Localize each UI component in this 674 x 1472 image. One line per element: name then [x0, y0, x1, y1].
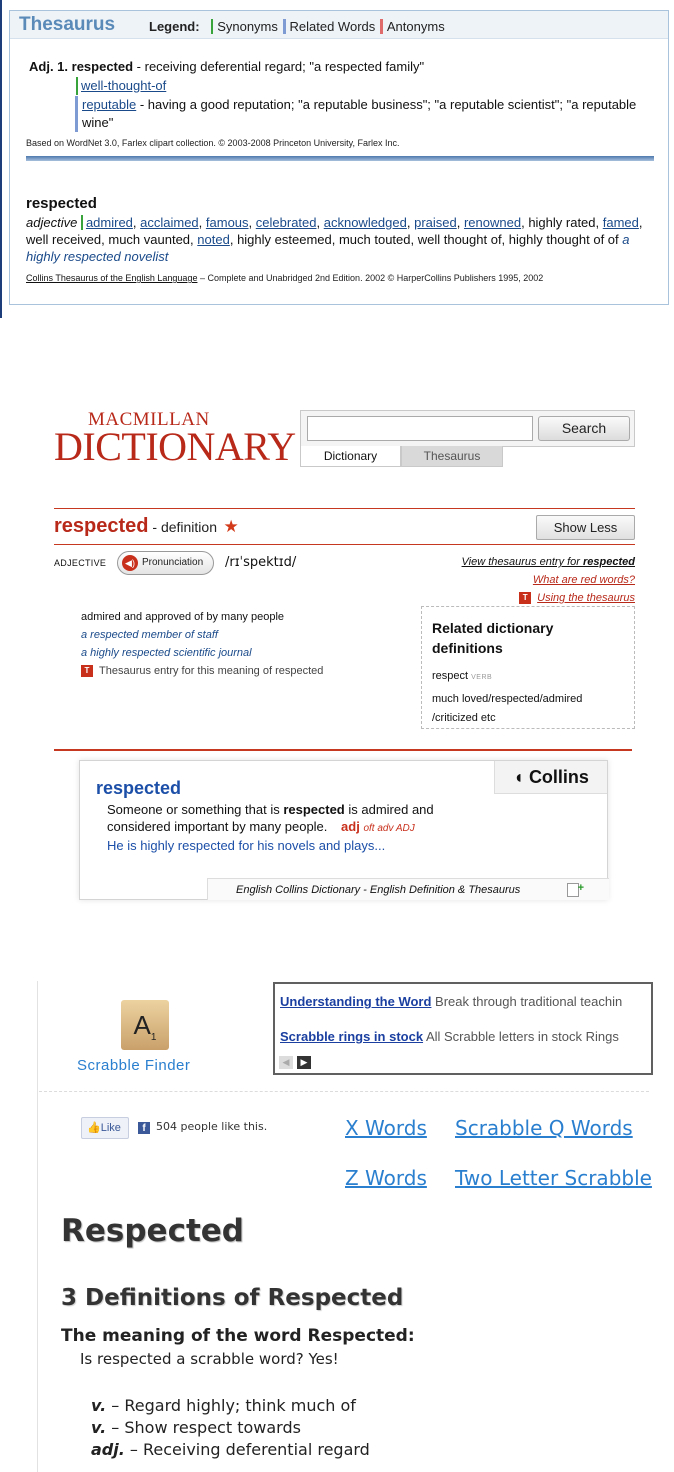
search-box — [300, 410, 635, 447]
logo-small-text: MACMILLAN — [88, 409, 210, 430]
legend-related-words: Related Words — [283, 19, 376, 34]
grammar-note: oft adv ADJ — [363, 823, 415, 834]
divider — [54, 749, 632, 751]
collins-footer — [207, 878, 609, 900]
part-of-speech: ADJECTIVE — [54, 558, 107, 568]
synonym-link[interactable]: famous — [205, 215, 249, 230]
synonym-link[interactable]: famed — [602, 215, 639, 230]
related-word-gloss: - having a good reputation; "a reputable business"; "a reputable scientist"; "a reputable wine" — [82, 97, 637, 130]
collins-footer-text: English Collins Dictionary - English Definition & Thesaurus — [236, 884, 521, 896]
synonym-link[interactable]: admired — [85, 215, 133, 230]
view-thesaurus-prefix: View thesaurus entry for — [461, 556, 584, 568]
speaker-icon: ◀) — [122, 555, 138, 571]
collins-synonym-list: adjective admired, acclaimed, famous, celebrated, acknowledged, praised, renowned, highly rated, famed, well received, much vaunted, noted, highly esteemed, much touted, well thought of, highly thought of of a highly respected novelist — [26, 215, 643, 264]
pronunciation-label: Pronunciation — [142, 557, 204, 568]
sense-number: Adj. 1. — [29, 59, 69, 74]
scrabble-tile-icon[interactable] — [121, 1000, 169, 1050]
like-button[interactable] — [81, 1117, 129, 1139]
synonym-link[interactable]: acclaimed — [140, 215, 199, 230]
divider — [39, 1091, 649, 1092]
z-words-link[interactable]: Z Words — [345, 1166, 427, 1190]
collins-definition — [107, 801, 487, 854]
example-sentence: a respected member of staff — [81, 629, 218, 641]
scrabble-q-words-link[interactable]: Scrabble Q Words — [455, 1116, 633, 1140]
collins-logo-icon: ◖ — [513, 767, 524, 787]
tile-score: 1 — [150, 1032, 157, 1044]
example-sentence: a highly respected scientific journal — [81, 647, 252, 659]
part-of-speech: adj. — [91, 1440, 125, 1459]
divider — [54, 544, 635, 545]
tab-dictionary[interactable]: Dictionary — [300, 446, 401, 467]
thesaurus-title: Thesaurus — [19, 14, 116, 35]
star-icon[interactable]: ★ — [223, 517, 239, 536]
show-less-button[interactable]: Show Less — [536, 515, 635, 540]
view-thesaurus-word: respected — [583, 556, 635, 568]
part-of-speech: v. — [91, 1418, 107, 1437]
synonym-link[interactable]: praised — [414, 215, 457, 230]
ad-title[interactable]: Scrabble rings in stock — [280, 1029, 424, 1044]
sense-gloss: - receiving deferential regard; "a respected family" — [133, 59, 425, 74]
legend-antonyms: Antonyms — [380, 19, 445, 34]
related-word-link[interactable]: reputable — [82, 97, 137, 112]
sense-word: respected — [71, 59, 134, 74]
thesaurus-badge-icon: T — [81, 665, 93, 677]
left-accent-bar — [0, 0, 2, 318]
ad-item[interactable] — [280, 1029, 619, 1044]
next-arrow-icon[interactable]: ▶ — [297, 1056, 311, 1069]
collins-headword: respected — [96, 778, 182, 798]
collins-logo-text: Collins — [528, 767, 589, 787]
synonym-link[interactable]: celebrated — [255, 215, 317, 230]
definition-bold: respected — [283, 802, 345, 817]
search-input[interactable] — [307, 416, 533, 441]
definition-text: admired and approved of by many people — [81, 611, 285, 623]
synonym-text: highly esteemed, much touted, well thought of, highly thought of — [237, 232, 605, 247]
collins-credit-text: – Complete and Unabridged 2nd Edition. 2002 © HarperCollins Publishers 1995, 2002 — [197, 273, 544, 283]
part-of-speech: adj — [341, 819, 360, 834]
pronunciation-button[interactable] — [117, 551, 214, 575]
thesaurus-entry-link[interactable] — [81, 662, 411, 680]
synonym-entry — [76, 77, 166, 95]
add-icon[interactable] — [567, 883, 579, 897]
related-definitions-box — [421, 606, 635, 729]
thesaurus-entry-text: Thesaurus entry for this meaning of respected — [99, 665, 324, 677]
definition-text: – Receiving deferential regard — [124, 1440, 370, 1459]
definition-block — [81, 608, 411, 680]
related-item[interactable]: much loved/respected/admired /criticized etc — [432, 693, 583, 724]
ad-item[interactable] — [280, 994, 622, 1009]
legend — [149, 19, 446, 34]
definition-text: is admired and considered important by many people. — [107, 802, 434, 834]
entry-heading — [54, 515, 239, 538]
two-letter-scrabble-link[interactable]: Two Letter Scrabble — [455, 1166, 652, 1190]
section-divider — [26, 156, 654, 161]
scrabble-validity: Is respected a scrabble word? Yes! — [80, 1350, 339, 1368]
search-button[interactable]: Search — [538, 416, 630, 441]
synonym-link[interactable]: well-thought-of — [81, 78, 167, 93]
scrabble-finder-link[interactable]: Scrabble Finder — [77, 1057, 191, 1074]
prev-arrow-icon[interactable]: ◀ — [279, 1056, 293, 1069]
synonym-link[interactable]: renowned — [463, 215, 522, 230]
wordnet-credit: Based on WordNet 3.0, Farlex clipart collection. © 2003-2008 Princeton University, Farlex Inc. — [26, 138, 400, 148]
page-title: Respected — [61, 1213, 244, 1249]
x-words-link[interactable]: X Words — [345, 1116, 427, 1140]
legend-label: Legend: — [149, 19, 200, 34]
related-word-entry — [75, 96, 655, 132]
ad-text: Break through traditional teachin — [431, 994, 623, 1009]
thesaurus-panel — [9, 10, 669, 305]
using-thesaurus-link[interactable]: Using the thesaurus — [537, 592, 635, 604]
collins-logo[interactable] — [494, 761, 607, 794]
list-item — [91, 1439, 370, 1461]
related-item-word: respect — [432, 670, 469, 682]
tile-letter: A — [133, 1010, 151, 1040]
view-thesaurus-link[interactable] — [462, 553, 635, 571]
ad-box — [273, 982, 653, 1075]
collins-credit-link[interactable]: Collins Thesaurus of the English Language — [26, 273, 198, 283]
usage-example: a highly respected novelist — [26, 232, 630, 264]
like-count: 504 people like this. — [156, 1120, 268, 1133]
entry-links — [462, 553, 635, 607]
definition-text: – Regard highly; think much of — [106, 1396, 356, 1415]
tab-thesaurus[interactable]: Thesaurus — [401, 446, 503, 467]
definition-text: Someone or something that is — [107, 802, 284, 817]
synonym-text: highly rated, — [528, 215, 600, 230]
ad-title[interactable]: Understanding the Word — [280, 994, 432, 1009]
definition-text: – Show respect towards — [106, 1418, 301, 1437]
logo-big-text: DICTIONARY — [54, 424, 296, 469]
synonym-text: well received, much vaunted, — [26, 232, 194, 247]
red-words-link[interactable]: What are red words? — [532, 574, 635, 586]
ad-text: All Scrabble letters in stock Rings — [423, 1029, 619, 1044]
headword: respected — [54, 515, 149, 537]
facebook-icon: f — [138, 1122, 150, 1134]
synonym-link[interactable]: acknowledged — [323, 215, 407, 230]
thesaurus-header — [10, 11, 668, 39]
collins-dictionary-box — [79, 760, 608, 900]
related-item[interactable] — [432, 670, 624, 682]
related-title: Related dictionary definitions — [432, 620, 554, 656]
sense-definition — [29, 58, 659, 76]
like-label: Like — [100, 1122, 121, 1134]
example-sentence: He is highly respected for his novels and plays... — [107, 838, 386, 853]
section-border — [37, 981, 38, 1472]
thumbs-up-icon: 👍 — [87, 1122, 101, 1134]
ipa-transcription: /rɪˈspektɪd/ — [225, 555, 297, 570]
meaning-heading: The meaning of the word Respected: — [61, 1326, 415, 1346]
legend-synonyms: Synonyms — [211, 19, 278, 34]
synonym-link[interactable]: noted — [197, 232, 230, 247]
definition-label: - definition — [148, 519, 217, 535]
list-item — [91, 1417, 370, 1439]
part-of-speech: v. — [91, 1396, 107, 1415]
list-item — [91, 1395, 370, 1417]
part-of-speech: adjective — [26, 215, 78, 230]
collins-headword: respected — [26, 195, 97, 212]
definitions-heading: 3 Definitions of Respected — [61, 1285, 404, 1311]
divider — [54, 508, 635, 509]
macmillan-logo[interactable] — [54, 409, 296, 469]
collins-credit — [26, 273, 543, 283]
related-item-tag: VERB — [471, 674, 493, 681]
definition-list — [91, 1395, 370, 1461]
thesaurus-badge-icon: T — [519, 592, 531, 604]
